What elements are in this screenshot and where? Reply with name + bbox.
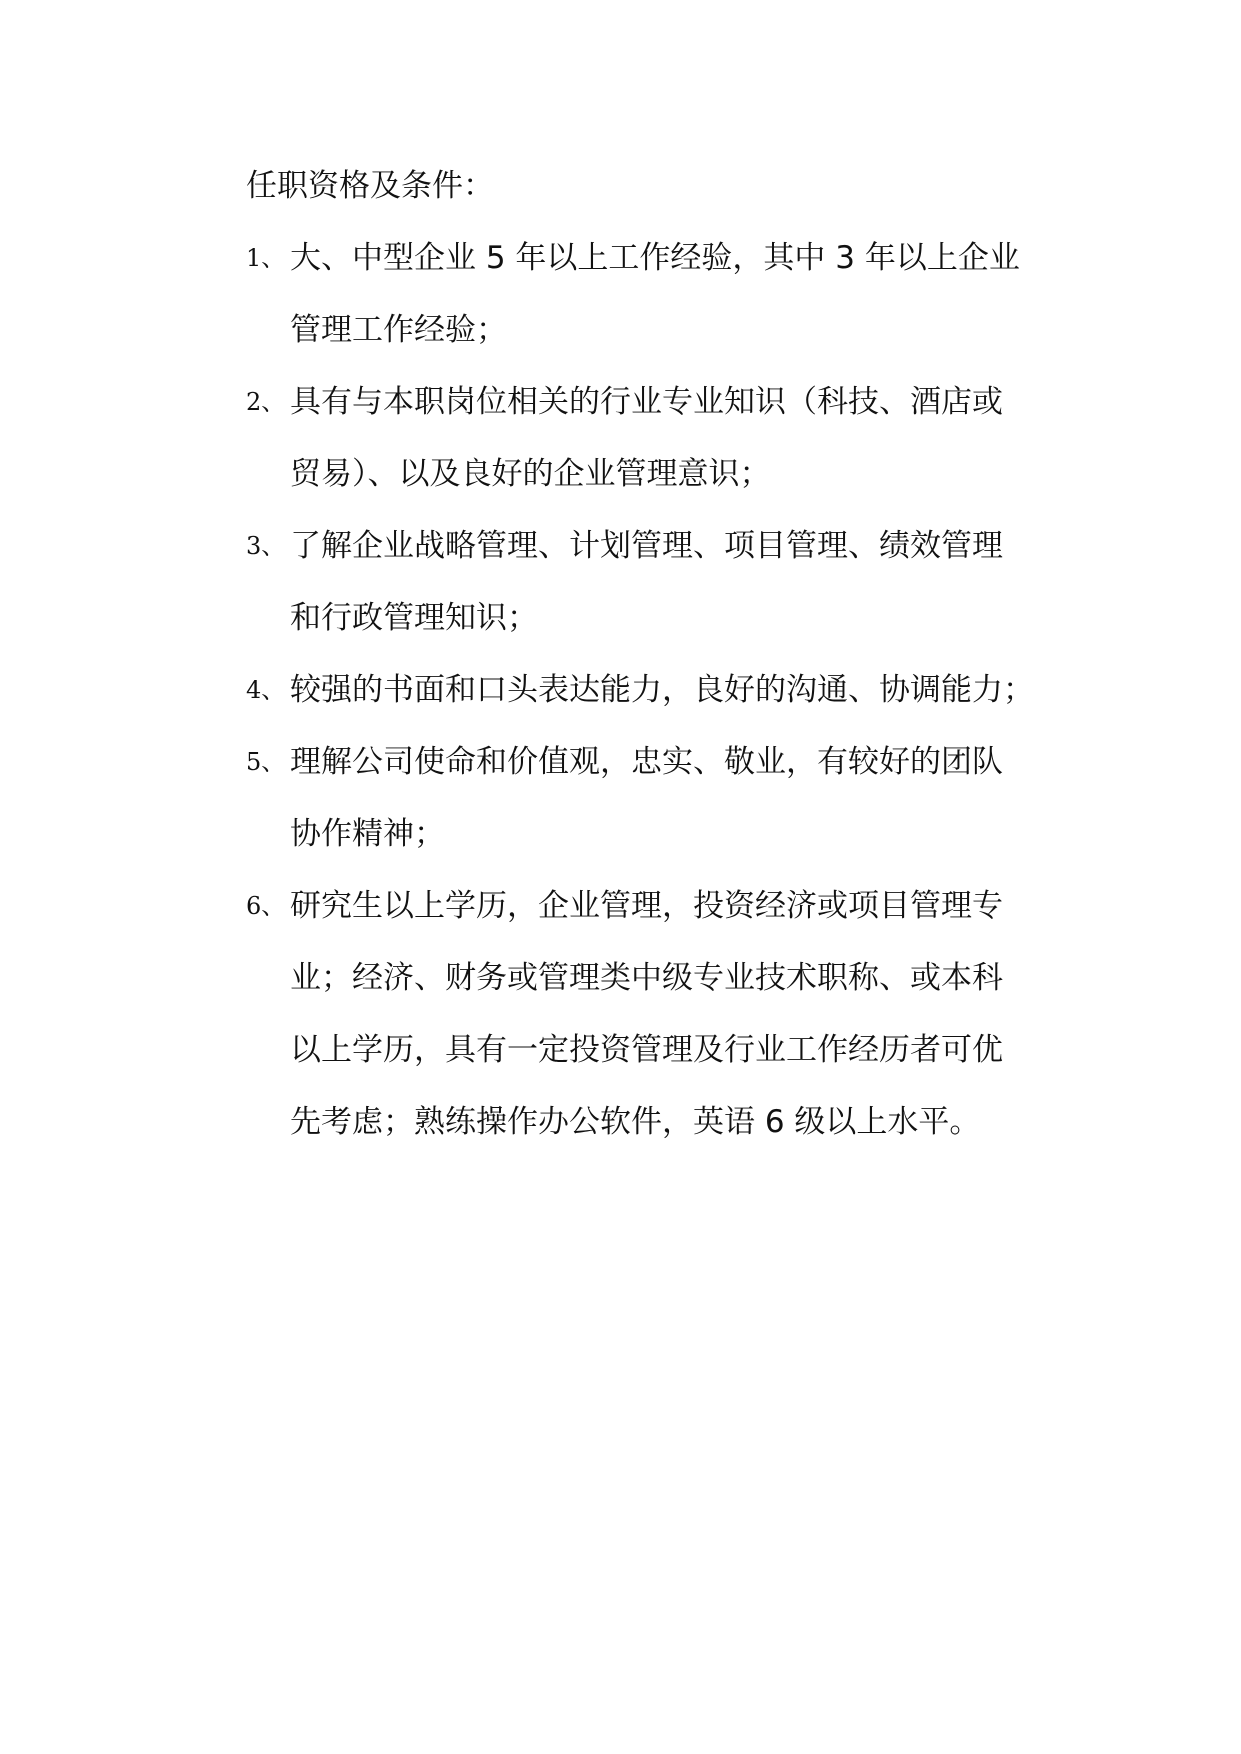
requirement-item-3 (246, 510, 1076, 654)
requirement-text-line: 业；经济、财务或管理类中级专业技术职称、或本科 (290, 960, 1003, 996)
requirement-text-line: 贸易）、以及良好的企业管理意识； (290, 456, 771, 492)
requirement-text-line: 以上学历，具有一定投资管理及行业工作经历者可优 (290, 1032, 1003, 1068)
requirement-text-line: 和行政管理知识； (290, 600, 538, 636)
requirement-item-1 (246, 222, 1076, 366)
document-body (246, 150, 1076, 1158)
requirement-number: 4、 (246, 676, 286, 704)
requirement-item-6 (246, 870, 1076, 1158)
requirement-text-line: 理解公司使命和价值观，忠实、敬业，有较好的团队 (290, 744, 1003, 780)
requirement-number: 1、 (246, 244, 286, 272)
requirement-text-line: 大、中型企业 5 年以上工作经验，其中 3 年以上企业 (290, 240, 1020, 276)
requirement-text-line: 协作精神； (290, 816, 445, 852)
requirement-text-line: 管理工作经验； (290, 312, 507, 348)
requirement-text-line: 较强的书面和口头表达能力，良好的沟通、协调能力； (290, 672, 1034, 708)
requirement-text-line: 具有与本职岗位相关的行业专业知识（科技、酒店或 (290, 384, 1003, 420)
section-heading: 任职资格及条件： (246, 168, 494, 204)
requirement-number: 5、 (246, 748, 286, 776)
requirement-item-5 (246, 726, 1076, 870)
requirements-list (246, 222, 1076, 1158)
requirement-number: 6、 (246, 892, 286, 920)
requirement-item-4 (246, 654, 1076, 726)
requirement-number: 3、 (246, 532, 286, 560)
requirement-item-2 (246, 366, 1076, 510)
requirement-text-line: 了解企业战略管理、计划管理、项目管理、绩效管理 (290, 528, 1003, 564)
requirement-text-line: 先考虑；熟练操作办公软件，英语 6 级以上水平。 (290, 1104, 981, 1140)
requirement-number: 2、 (246, 388, 286, 416)
requirement-text-line: 研究生以上学历，企业管理，投资经济或项目管理专 (290, 888, 1003, 924)
